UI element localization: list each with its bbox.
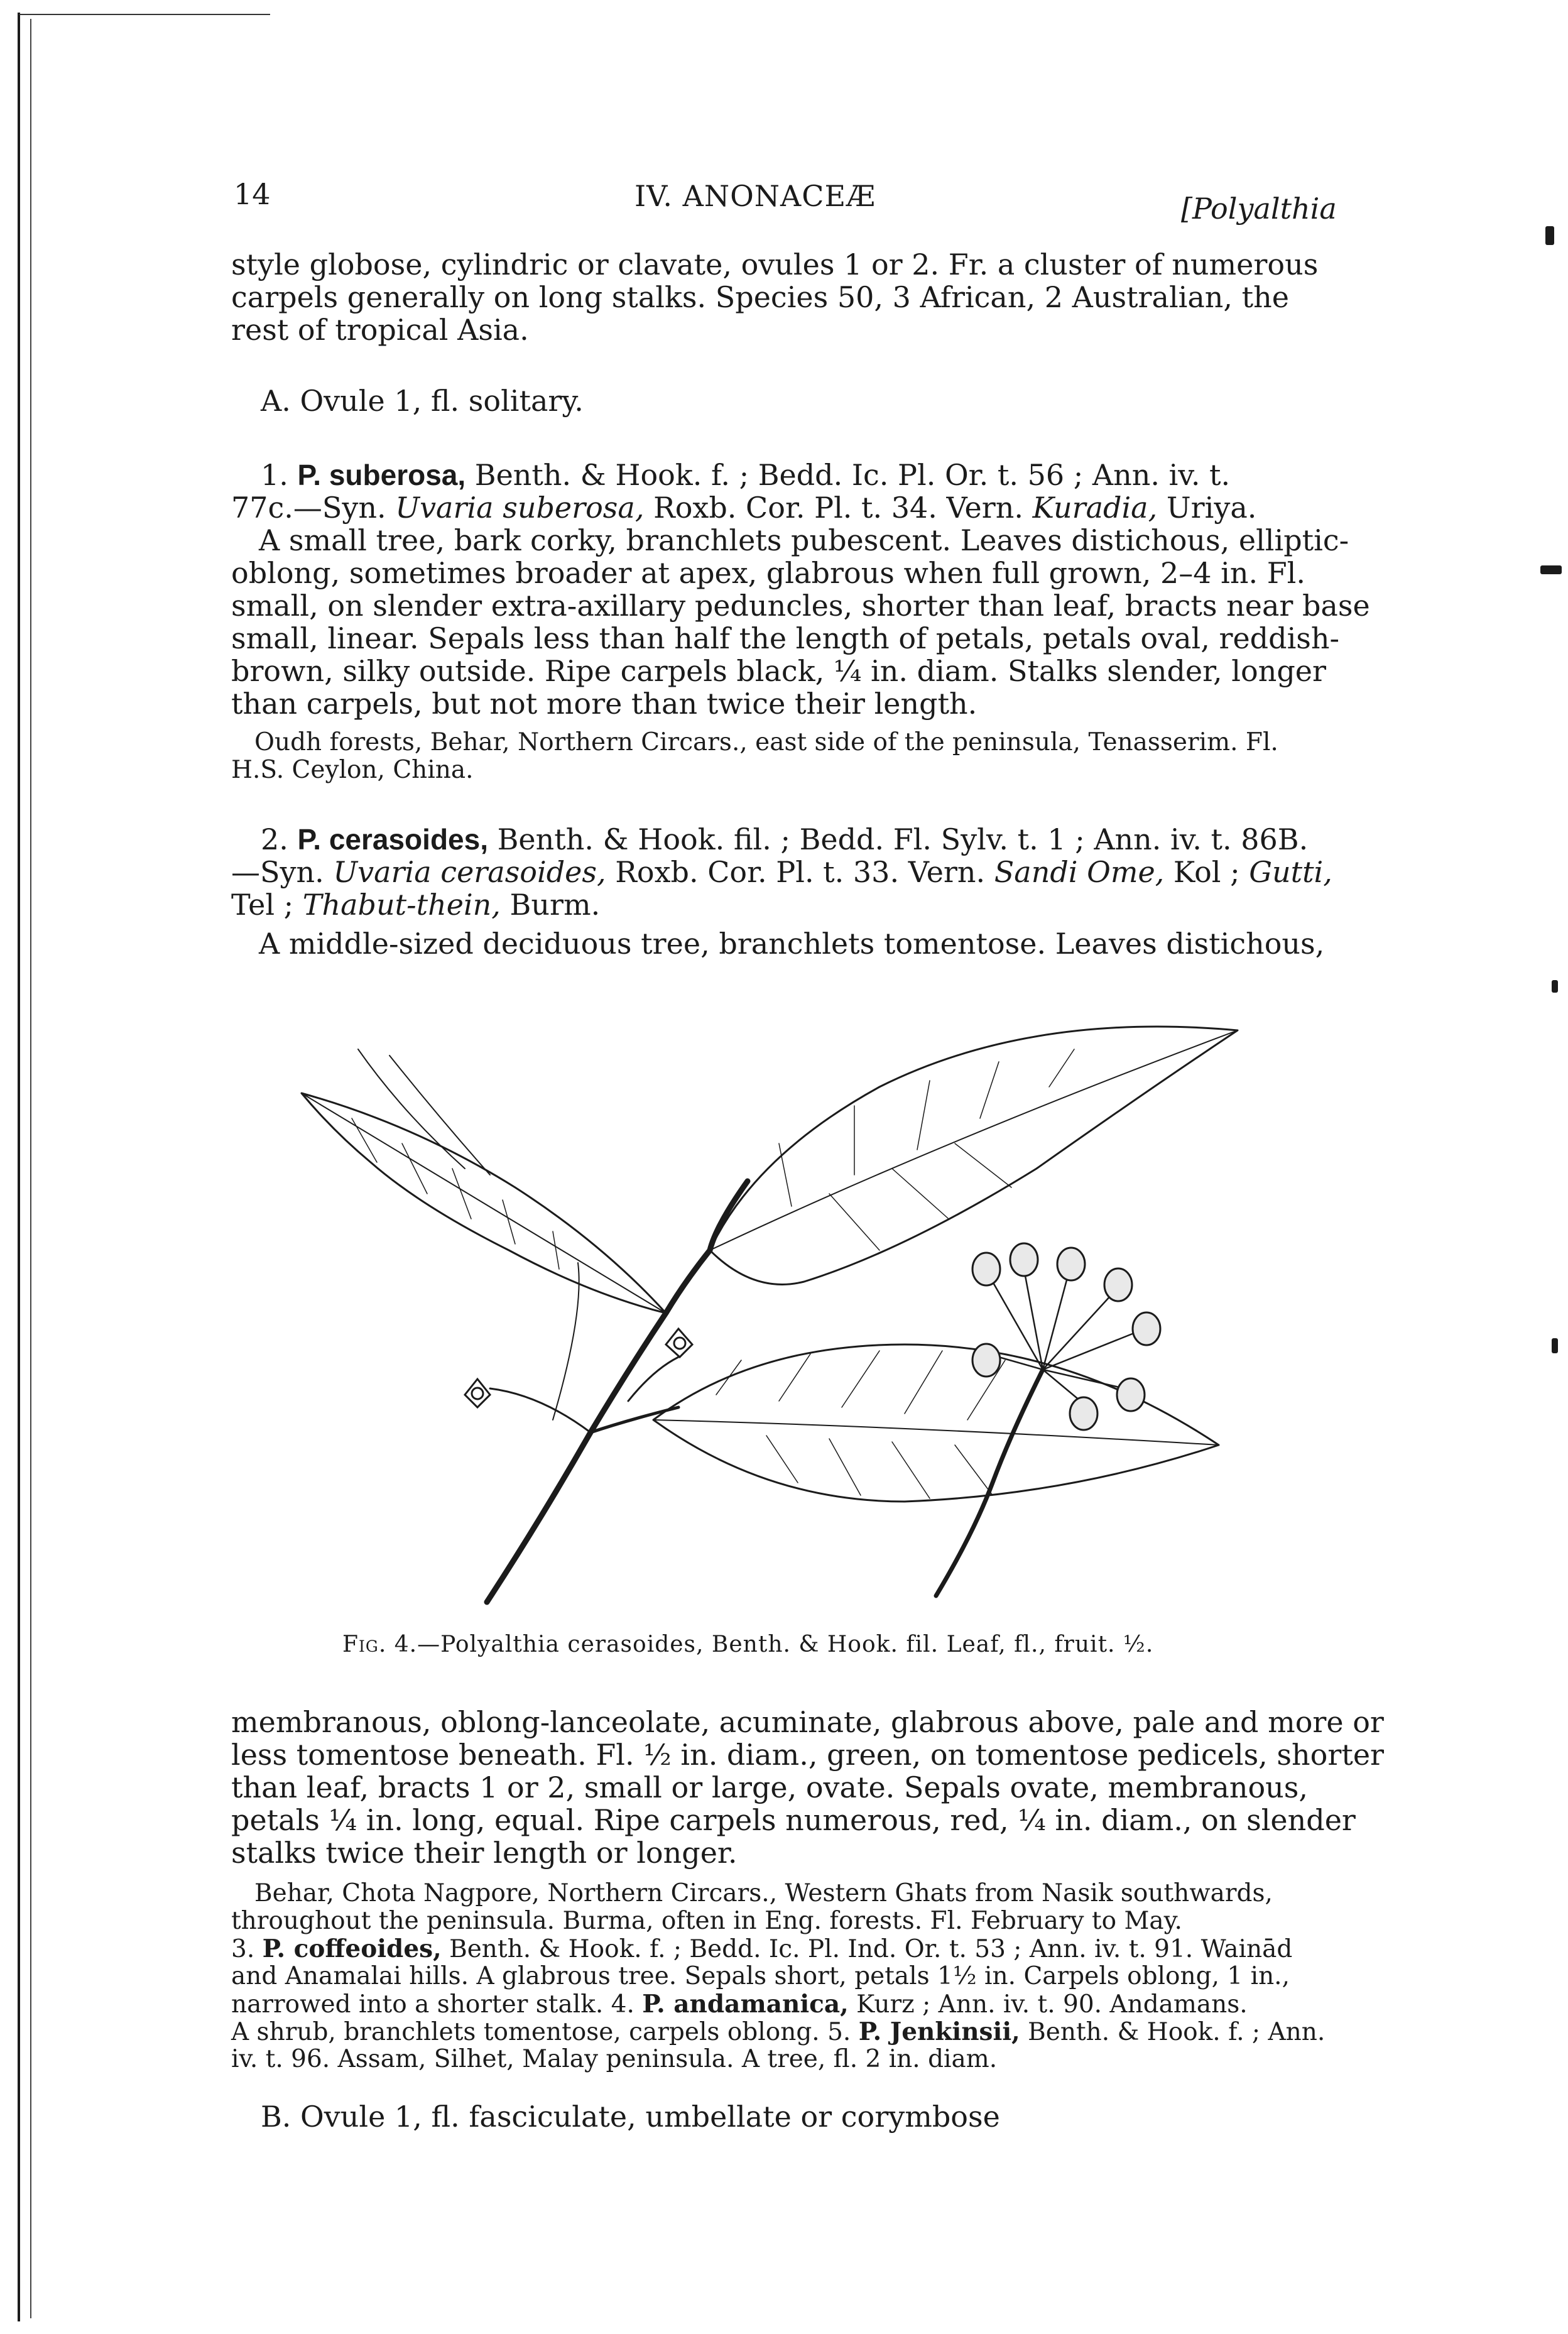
polyalthia-illustration [276, 1018, 1256, 1615]
species-1-description-line: oblong, sometimes broader at apex, glabrous when full grown, 2–4 in. Fl. [231, 556, 1306, 590]
vernacular-name: Sandi Ome, [994, 855, 1165, 889]
vernacular-name: Thabut-thein, [302, 888, 501, 922]
species-citation: Kurz ; Ann. iv. t. 90. Andamans. [848, 1990, 1248, 2019]
fruit-icon [1133, 1312, 1160, 1345]
fruit-icon [972, 1344, 1000, 1377]
fruit-icon [1117, 1378, 1145, 1411]
scan-mark [1552, 1338, 1558, 1353]
species-2-description-line: A middle-sized deciduous tree, branchlets tomentose. Leaves distichous, [259, 927, 1325, 961]
syn-prefix: 77c.—Syn. [231, 491, 396, 525]
species-number: 2. [261, 822, 288, 856]
page-number: 14 [234, 177, 271, 211]
species-2-description-line: membranous, oblong-lanceolate, acuminate, glabrous above, pale and more or [231, 1705, 1384, 1739]
species-1-synonym [231, 491, 1256, 524]
related-text: narrowed into a shorter stalk. 4. [231, 1990, 643, 2019]
species-2-description-line: less tomentose beneath. Fl. ½ in. diam., green, on tomentose pedicels, shorter [231, 1738, 1385, 1772]
vernacular-language: Burm. [500, 888, 601, 922]
species-citation: Benth. & Hook. f. ; Ann. [1020, 2018, 1326, 2046]
fruit-icon [1070, 1397, 1097, 1430]
chapter-heading: IV. ANONACEÆ [634, 179, 876, 213]
related-text: A shrub, branchlets tomentose, carpels oblong. 5. [231, 2018, 859, 2046]
vernacular-language: Tel ; [231, 888, 303, 922]
intro-line: carpels generally on long stalks. Species 50, 3 African, 2 Australian, the [231, 280, 1290, 314]
species-2-synonym [231, 856, 1332, 888]
fruit-icon [1104, 1268, 1132, 1301]
species-1-description-line: brown, silky outside. Ripe carpels black, ¼ in. diam. Stalks slender, longer [231, 654, 1326, 688]
species-1-description-line: A small tree, bark corky, branchlets pubescent. Leaves distichous, elliptic- [259, 523, 1349, 557]
fruit-icon [1010, 1243, 1038, 1276]
species-1-description-line: than carpels, but not more than twice their length. [231, 687, 977, 721]
species-2-description-line: than leaf, bracts 1 or 2, small or large, ovate. Sepals ovate, membranous, [231, 1770, 1309, 1804]
page-top-rule [19, 14, 270, 15]
syn-citation: Roxb. Cor. Pl. t. 33. Vern. [606, 855, 994, 889]
scan-mark [1545, 226, 1554, 245]
species-name: P. coffeoides, [262, 1934, 442, 1963]
vernacular-language: Kol ; [1164, 855, 1250, 889]
species-1-description-line: small, on slender extra-axillary peduncles, shorter than leaf, bracts near base [231, 589, 1370, 623]
species-name: P. cerasoides, [297, 823, 488, 856]
species-citation: Benth. & Hook. f. ; Bedd. Ic. Pl. Or. t. 56 ; Ann. iv. t. [466, 458, 1231, 492]
species-name: P. andamanica, [642, 1990, 849, 2019]
species-2-heading [261, 823, 1308, 856]
species-1-distribution: H.S. Ceylon, China. [231, 756, 474, 784]
species-citation: Benth. & Hook. f. ; Bedd. Ic. Pl. Ind. Or. t. 53 ; Ann. iv. t. 91. Wainād [441, 1935, 1293, 1963]
distribution-line: Behar, Chota Nagpore, Northern Circars., Western Ghats from Nasik southwards, [254, 1879, 1273, 1907]
distribution-line: throughout the peninsula. Burma, often in Eng. forests. Fl. February to May. [231, 1907, 1182, 1935]
main-branch [487, 1181, 748, 1602]
species-1-description-line: small, linear. Sepals less than half the length of petals, petals oval, reddish- [231, 621, 1340, 655]
section-a-heading: A. Ovule 1, fl. solitary. [261, 384, 584, 418]
syn-citation: Roxb. Cor. Pl. t. 34. Vern. [644, 491, 1033, 525]
vernacular-name: Kuradia, [1032, 491, 1158, 525]
figure-label: Fig. 4. [342, 1632, 418, 1657]
species-citation: Benth. & Hook. fil. ; Bedd. Fl. Sylv. t. 1 ; Ann. iv. t. 86B. [488, 822, 1309, 856]
species-name: P. suberosa, [297, 459, 466, 491]
species-number: 3. [231, 1935, 263, 1963]
synonym-name: Uvaria suberosa, [395, 491, 645, 525]
leaf-lower-right [653, 1344, 1219, 1502]
figure-caption-text: —Polyalthia cerasoides, Benth. & Hook. fil. Leaf, fl., fruit. ½. [417, 1632, 1154, 1657]
page-binding-edge [18, 13, 20, 2321]
related-species-line [231, 2018, 1325, 2046]
syn-prefix: —Syn. [231, 855, 334, 889]
fruit-icon [1057, 1248, 1085, 1280]
species-2-description-line: petals ¼ in. long, equal. Ripe carpels numerous, red, ¼ in. diam., on slender [231, 1803, 1356, 1837]
related-species-line [231, 1935, 1292, 1963]
related-species-line: iv. t. 96. Assam, Silhet, Malay peninsula. A tree, fl. 2 in. diam. [231, 2045, 998, 2073]
species-number: 1. [261, 458, 288, 492]
running-genus: [Polyalthia [1181, 192, 1337, 226]
leaf-upper-right [710, 1027, 1238, 1284]
scan-mark [1552, 980, 1558, 993]
related-species-line: and Anamalai hills. A glabrous tree. Sepals short, petals 1½ in. Carpels oblong, 1 in., [231, 1962, 1290, 1990]
intro-line: rest of tropical Asia. [231, 313, 529, 347]
fruit-branch [936, 1370, 1043, 1596]
vernacular-name: Gutti, [1249, 855, 1332, 889]
vernacular-language: Uriya. [1157, 491, 1257, 525]
flower-bud [465, 1329, 692, 1407]
fruit-icon [972, 1253, 1000, 1285]
species-2-vernacular [231, 888, 600, 921]
species-name: P. Jenkinsii, [858, 2017, 1020, 2046]
section-b-heading: B. Ovule 1, fl. fasciculate, umbellate or corymbose [261, 2100, 1000, 2134]
intro-line: style globose, cylindric or clavate, ovules 1 or 2. Fr. a cluster of numerous [231, 248, 1319, 281]
synonym-name: Uvaria cerasoides, [333, 855, 606, 889]
flower-stalk [490, 1388, 591, 1432]
species-2-description-line: stalks twice their length or longer. [231, 1836, 738, 1870]
related-species-line [231, 1990, 1248, 2019]
scan-mark [1540, 565, 1562, 574]
figure-caption [342, 1632, 1153, 1657]
page-binding-edge-inner [30, 19, 31, 2318]
species-1-distribution: Oudh forests, Behar, Northern Circars., east side of the peninsula, Tenasserim. Fl. [254, 728, 1278, 756]
fruits [972, 1243, 1160, 1430]
species-1-heading [261, 459, 1230, 491]
